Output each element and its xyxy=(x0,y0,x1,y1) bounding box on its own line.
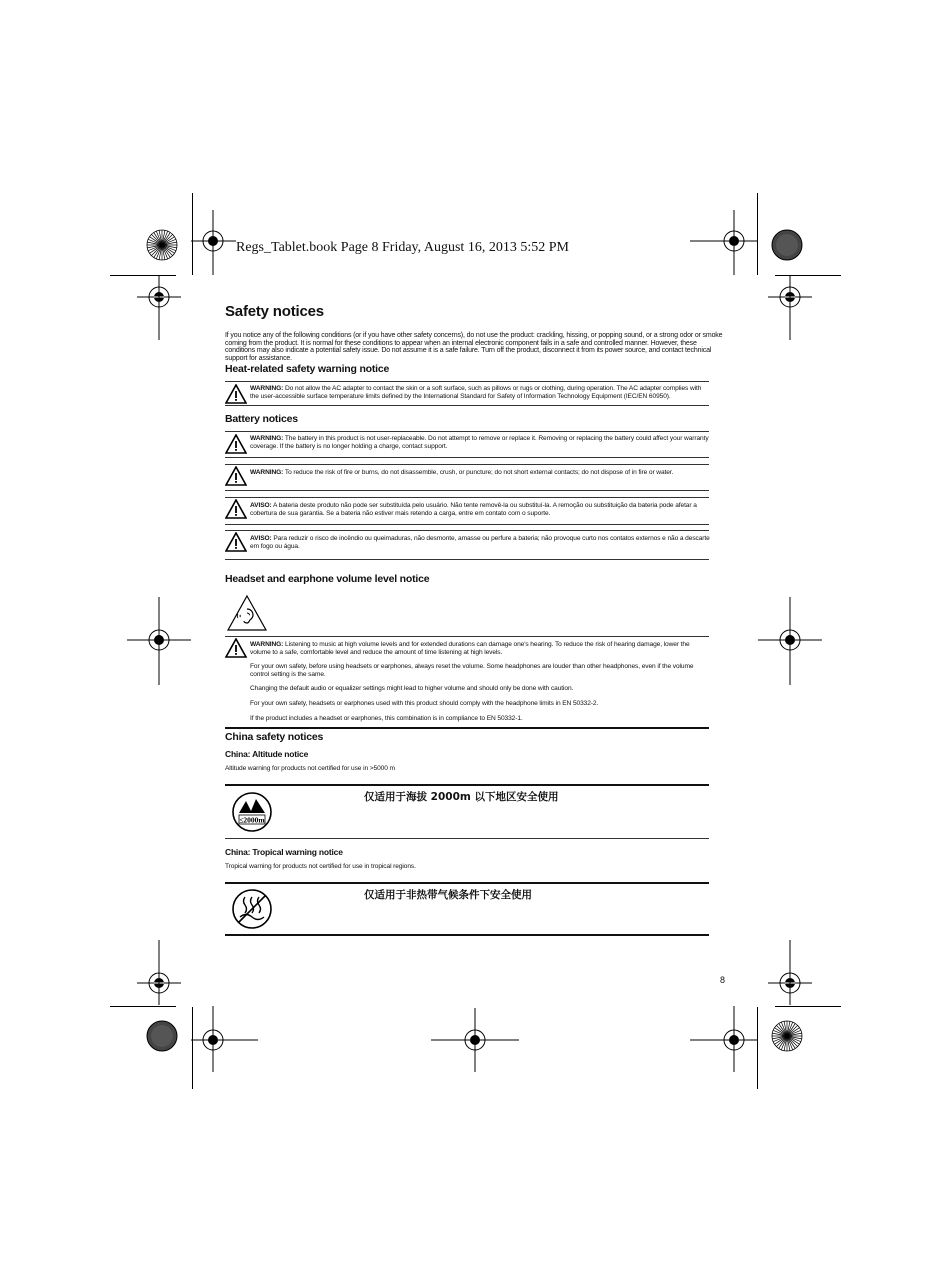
warning-text: Do not allow the AC adapter to contact the skin or a soft surface, such as pillows or rugs or clothing, during operation. The AC adapter complies with the user-accessible surface temperature limits defined by the International Standard for Safety of Information Technology Equipment (IEC/EN 60950). xyxy=(250,385,702,400)
tropical-heading: China: Tropical warning notice xyxy=(225,847,343,857)
divider xyxy=(225,524,709,525)
warning-text: Listening to music at high volume levels and for extended durations can damage one's hearing. To reduce the risk of hearing damage, lower the volume to a safe, comfortable level and reduce the amount of time listening at high levels. xyxy=(250,641,690,656)
warning-text: The battery in this product is not user-replaceable. Do not attempt to remove or replace it. Removing or replacing the battery could affect your warranty coverage. If the battery is no longer holding a charge, contact support. xyxy=(250,435,709,450)
page-title: Safety notices xyxy=(225,303,324,320)
divider xyxy=(225,838,709,839)
china-heading: China safety notices xyxy=(225,731,324,743)
altitude-icon-label: ≤2000m xyxy=(239,815,265,825)
warning-triangle-icon xyxy=(225,638,247,658)
warning-label: WARNING: xyxy=(250,641,284,648)
headset-paragraph: For your own safety, headsets or earphones used with this product should comply with the headphone limits in EN 50332-2. xyxy=(250,700,599,707)
altitude-icon xyxy=(231,791,273,833)
headset-heading: Headset and earphone volume level notice xyxy=(225,573,430,585)
divider xyxy=(225,457,709,458)
divider xyxy=(225,497,709,498)
divider xyxy=(225,727,709,729)
divider xyxy=(225,464,709,465)
heat-heading: Heat-related safety warning notice xyxy=(225,363,390,375)
warning-label: WARNING: xyxy=(250,469,284,476)
intro-paragraph: If you notice any of the following conditions (or if you have other safety concerns), do not use the product: crackling, hissing, or popping sound, or a strong odor or smoke coming from the product. It is normal for these conditions to appear when an internal electronic component fails in a safe and controlled manner. However, these conditions may also indicate a potential safety issue. Do not assume it is a safe failure. Turn off the product, disconnect it from its power source, and contact technical support for assistance. xyxy=(225,332,723,362)
altitude-cn-text: 仅适用于海拔 2000m 以下地区安全使用 xyxy=(364,791,559,803)
warning-triangle-icon xyxy=(225,384,247,404)
divider xyxy=(225,559,709,560)
warning-triangle-icon xyxy=(225,466,247,486)
battery-heading: Battery notices xyxy=(225,413,298,425)
altitude-heading: China: Altitude notice xyxy=(225,749,309,759)
altitude-text: Altitude warning for products not certified for use in >5000 m xyxy=(225,765,395,772)
divider xyxy=(225,381,709,382)
hearing-damage-icon xyxy=(226,594,268,632)
divider xyxy=(225,490,709,491)
book-header: Regs_Tablet.book Page 8 Friday, August 16, 2013 5:52 PM xyxy=(236,240,569,255)
divider xyxy=(225,530,709,531)
divider xyxy=(225,784,709,786)
page-number: 8 xyxy=(720,975,726,985)
warning-text: A bateria deste produto não pode ser substituída pelo usuário. Não tente removê-la ou substituí-la. A remoção ou substituição da bateria pode afetar a cobertura de sua garantia. Se a bateria não estiver mais retendo a carga, entre em contato com o suporte. xyxy=(250,502,697,517)
headset-paragraph: If the product includes a headset or earphones, this combination is in compliance to EN 50332-1. xyxy=(250,715,523,722)
warning-text: To reduce the risk of fire or burns, do not disassemble, crush, or puncture; do not short external contacts; do not dispose of in fire or water. xyxy=(283,469,674,476)
divider xyxy=(225,934,709,936)
warning-label: WARNING: xyxy=(250,385,284,392)
divider xyxy=(225,636,709,637)
warning-label: WARNING: xyxy=(250,435,284,442)
warning-label: AVISO: xyxy=(250,535,272,542)
warning-triangle-icon xyxy=(225,434,247,454)
divider xyxy=(225,431,709,432)
tropical-icon xyxy=(231,888,273,930)
headset-paragraph: Changing the default audio or equalizer settings might lead to higher volume and should only be done with caution. xyxy=(250,685,574,692)
tropical-text: Tropical warning for products not certified for use in tropical regions. xyxy=(225,863,416,870)
divider xyxy=(225,405,709,406)
tropical-cn-text: 仅适用于非热带气候条件下安全使用 xyxy=(364,889,532,901)
divider xyxy=(225,882,709,884)
headset-paragraph: For your own safety, before using headsets or earphones, always reset the volume. Some headphones are louder than other headphones, even if the volume control setting is the same. xyxy=(250,663,694,678)
warning-text: Para reduzir o risco de incêndio ou queimaduras, não desmonte, amasse ou perfure a bateria; não provoque curto nos contatos externos e não a descarte em fogo ou água. xyxy=(250,535,710,550)
warning-triangle-icon xyxy=(225,499,247,519)
warning-label: AVISO: xyxy=(250,502,272,509)
warning-triangle-icon xyxy=(225,532,247,552)
